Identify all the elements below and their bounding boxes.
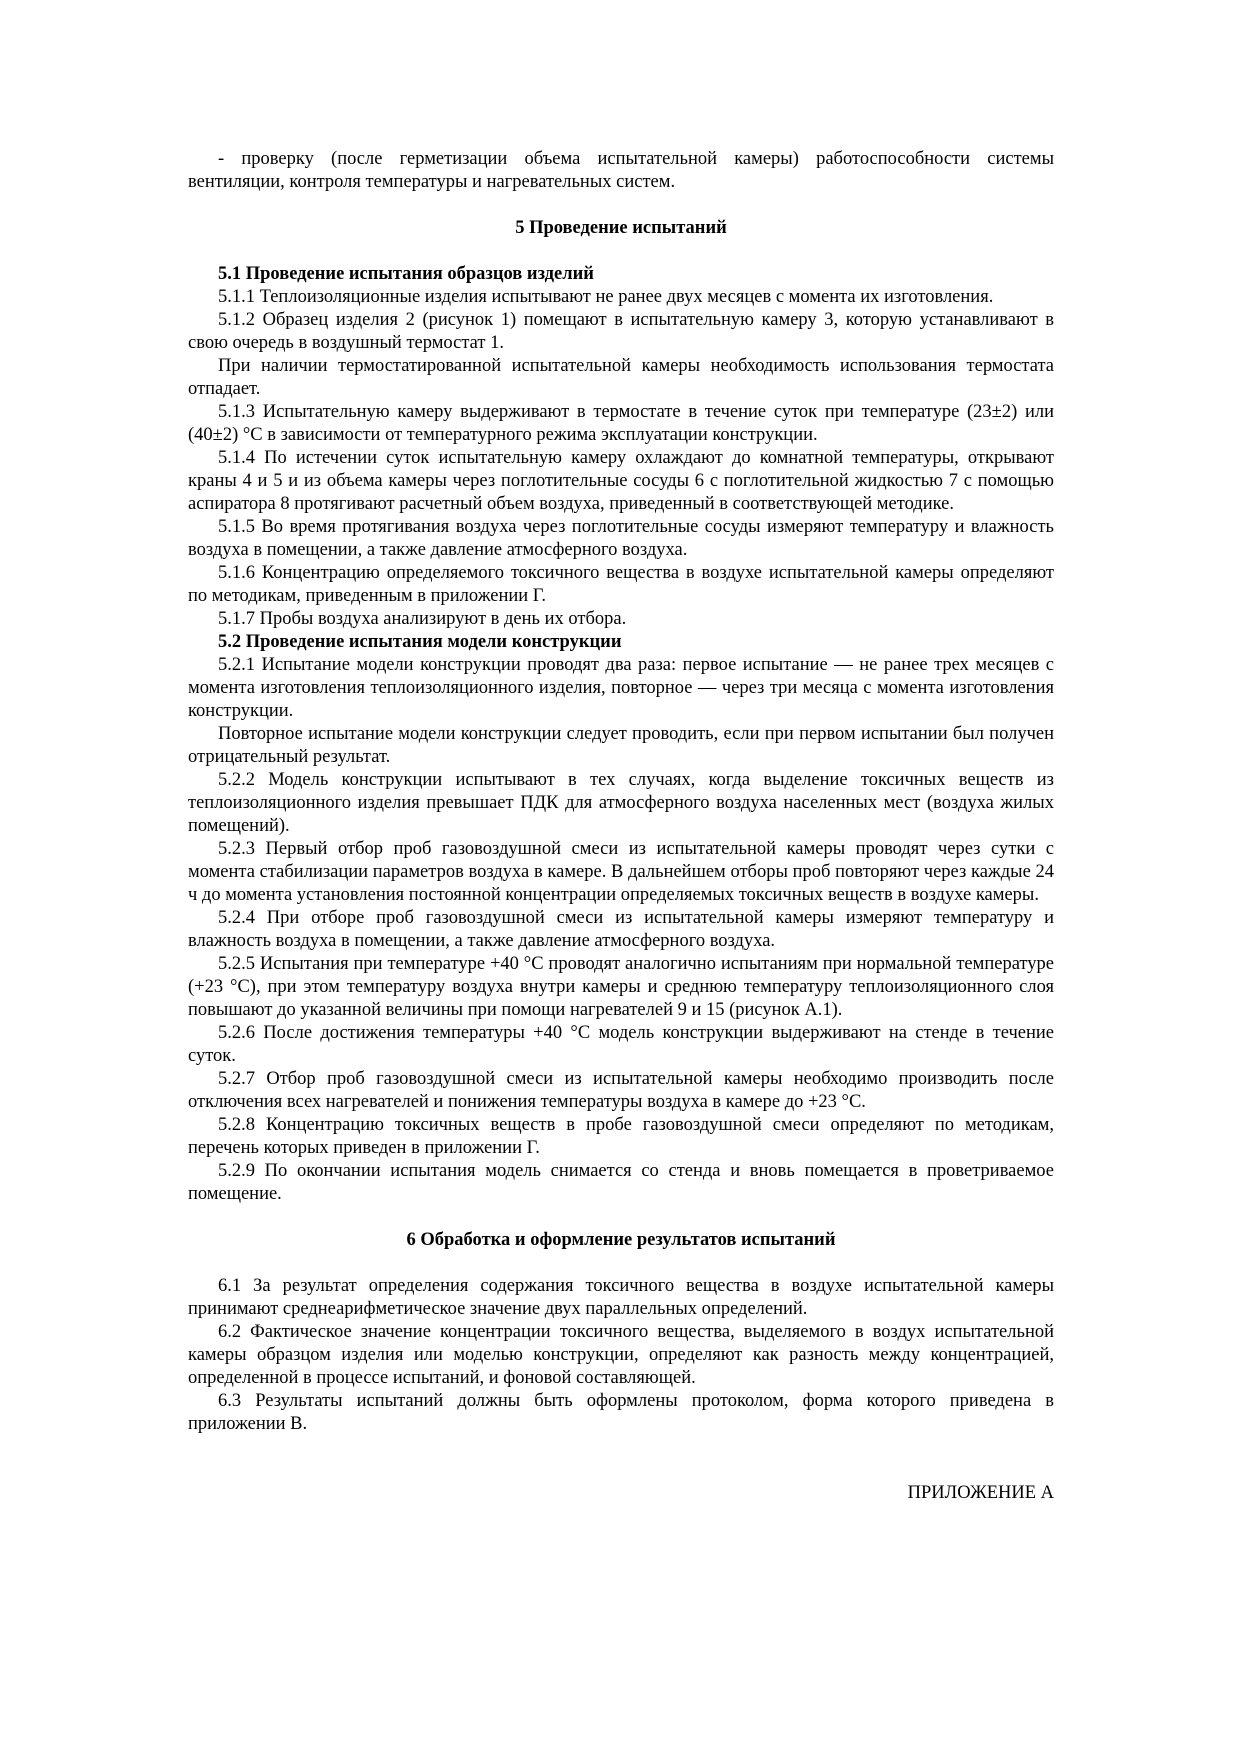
paragraph-5-1-1: 5.1.1 Теплоизоляционные изделия испытывают не ранее двух месяцев с момента их изготовления. — [218, 287, 994, 307]
paragraph-5-1-2: 5.1.2 Образец изделия 2 (рисунок 1) помещают в испытательную камеру 3, которую устанавливают в свою очередь в воздушный термостат 1. — [188, 310, 1054, 353]
paragraph-5-1-6: 5.1.6 Концентрацию определяемого токсичного вещества в воздухе испытательной камеры определяют по методикам, приведенным в приложении Г. — [188, 563, 1054, 606]
subsection-5-2-heading: 5.2 Проведение испытания модели конструкции — [218, 632, 622, 652]
paragraph-6-2: 6.2 Фактическое значение концентрации токсичного вещества, выделяемого в воздух испытательной камеры образцом изделия или моделью конструкции, определяют как разность между концентрацией, определенной в процессе испытаний, и фоновой составляющей. — [188, 1322, 1054, 1388]
paragraph-5-2-2: 5.2.2 Модель конструкции испытывают в тех случаях, когда выделение токсичных веществ из теплоизоляционного изделия превышает ПДК для атмосферного воздуха населенных мест (воздуха жилых помещений). — [188, 770, 1054, 836]
intro-paragraph: - проверку (после герметизации объема испытательной камеры) работоспособности системы вентиляции, контроля температуры и нагревательных систем. — [188, 149, 1054, 192]
paragraph-6-3: 6.3 Результаты испытаний должны быть оформлены протоколом, форма которого приведена в приложении В. — [188, 1391, 1054, 1434]
spacer — [188, 240, 1054, 263]
paragraph-5-2-1: 5.2.1 Испытание модели конструкции проводят два раза: первое испытание — не ранее трех месяцев с момента изготовления теплоизоляционного изделия, повторное — через три месяца с момента изготовления конструкции. — [188, 655, 1054, 721]
paragraph-5-1-2-note: При наличии термостатированной испытательной камеры необходимость использования термостата отпадает. — [188, 356, 1054, 399]
paragraph-5-2-8: 5.2.8 Концентрацию токсичных веществ в пробе газовоздушной смеси определяют по методикам, перечень которых приведен в приложении Г. — [188, 1115, 1054, 1158]
paragraph-5-1-7: 5.1.7 Пробы воздуха анализируют в день их отбора. — [218, 609, 627, 629]
spacer — [188, 1206, 1054, 1229]
document-page — [188, 148, 1054, 1505]
subsection-5-1-heading: 5.1 Проведение испытания образцов изделий — [218, 264, 594, 284]
paragraph-5-2-6: 5.2.6 После достижения температуры +40 °С модель конструкции выдерживают на стенде в течение суток. — [188, 1023, 1054, 1066]
section-6-heading: 6 Обработка и оформление результатов испытаний — [406, 1230, 836, 1250]
paragraph-5-1-3: 5.1.3 Испытательную камеру выдерживают в термостате в течение суток при температуре (23±2) или (40±2) °С в зависимости от температурного режима эксплуатации конструкции. — [188, 402, 1054, 445]
appendix-label: ПРИЛОЖЕНИЕ А — [907, 1483, 1054, 1503]
paragraph-5-2-5: 5.2.5 Испытания при температуре +40 °С проводят аналогично испытаниям при нормальной температуре (+23 °С), при этом температуру воздуха внутри камеры и среднюю температуру теплоизоляционного слоя повышают до указанной величины при помощи нагревателей 9 и 15 (рисунок А.1). — [188, 954, 1054, 1020]
paragraph-5-2-1-note: Повторное испытание модели конструкции следует проводить, если при первом испытании был получен отрицательный результат. — [188, 724, 1054, 767]
paragraph-5-1-5: 5.1.5 Во время протягивания воздуха через поглотительные сосуды измеряют температуру и влажность воздуха в помещении, а также давление атмосферного воздуха. — [188, 517, 1054, 560]
section-5-heading: 5 Проведение испытаний — [515, 218, 727, 238]
paragraph-6-1: 6.1 За результат определения содержания токсичного вещества в воздухе испытательной камеры принимают среднеарифметическое значение двух параллельных определений. — [188, 1276, 1054, 1319]
spacer — [188, 1252, 1054, 1275]
spacer — [188, 194, 1054, 217]
spacer — [188, 1436, 1054, 1482]
paragraph-5-2-4: 5.2.4 При отборе проб газовоздушной смеси из испытательной камеры измеряют температуру и влажность воздуха в помещении, а также давление атмосферного воздуха. — [188, 908, 1054, 951]
paragraph-5-2-7: 5.2.7 Отбор проб газовоздушной смеси из испытательной камеры необходимо производить после отключения всех нагревателей и понижения температуры воздуха в камере до +23 °С. — [188, 1069, 1054, 1112]
paragraph-5-2-3: 5.2.3 Первый отбор проб газовоздушной смеси из испытательной камеры проводят через сутки с момента стабилизации параметров воздуха в камере. В дальнейшем отборы проб повторяют через каждые 24 ч до момента установления постоянной концентрации определяемых токсичных веществ в воздухе камеры. — [188, 839, 1054, 905]
paragraph-5-2-9: 5.2.9 По окончании испытания модель снимается со стенда и вновь помещается в проветриваемое помещение. — [188, 1161, 1054, 1204]
paragraph-5-1-4: 5.1.4 По истечении суток испытательную камеру охлаждают до комнатной температуры, открывают краны 4 и 5 и из объема камеры через поглотительные сосуды 6 с поглотительной жидкостью 7 с помощью аспиратора 8 протягивают расчетный объем воздуха, приведенный в соответствующей методике. — [188, 448, 1054, 514]
